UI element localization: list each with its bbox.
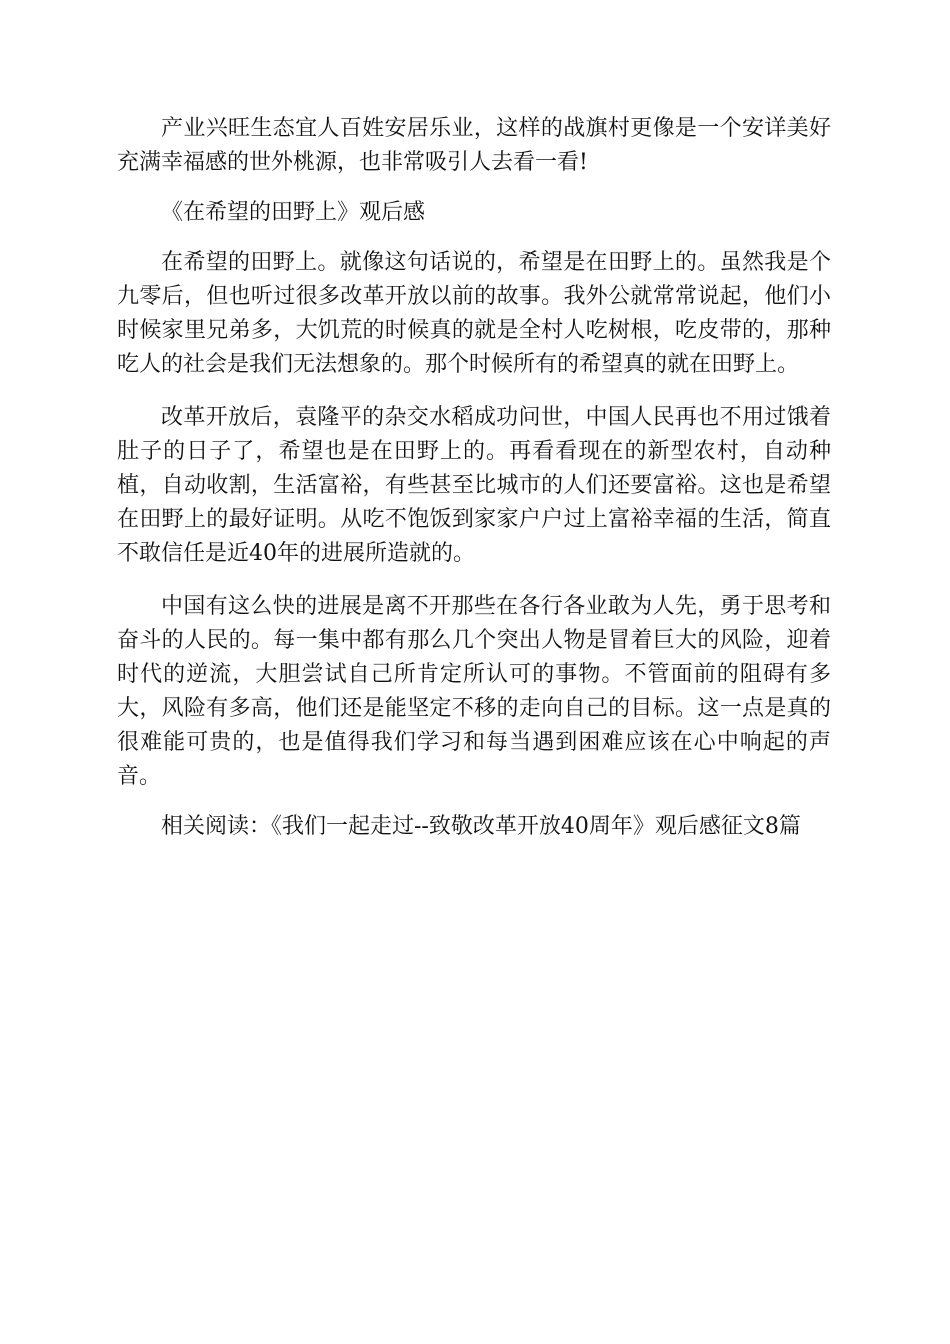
paragraph-3: 中国有这么快的进展是离不开那些在各行各业敢为人先，勇于思考和奋斗的人民的。每一集中都有那么几个突出人物是冒着巨大的风险，迎着时代的逆流，大胆尝试自己所肯定所认可的事物。不管面前的阻碍有多大，风险有多高，他们还是能坚定不移的走向自己的目标。这一点是真的很难能可贵的，也是值得我们学习和每当遇到困难应该在心中响起的声音。 xyxy=(117,594,831,789)
article-title: 《在希望的田野上》观后感 xyxy=(161,200,426,225)
document-body xyxy=(117,112,831,844)
paragraph-intro: 产业兴旺生态宜人百姓安居乐业，这样的战旗村更像是一个安详美好充满幸福感的世外桃源，也非常吸引人去看一看! xyxy=(117,116,831,175)
related-reading: 相关阅读：《我们一起走过--致敬改革开放40周年》观后感征文8篇 xyxy=(161,814,801,839)
paragraph-1: 在希望的田野上。就像这句话说的，希望是在田野上的。虽然我是个九零后，但也听过很多改革开放以前的故事。我外公就常常说起，他们小时候家里兄弟多，大饥荒的时候真的就是全村人吃树根，吃皮带的，那种吃人的社会是我们无法想象的。那个时候所有的希望真的就在田野上。 xyxy=(117,250,831,377)
paragraph-2: 改革开放后，袁隆平的杂交水稻成功问世，中国人民再也不用过饿着肚子的日子了，希望也是在田野上的。再看看现在的新型农村，自动种植，自动收割，生活富裕，有些甚至比城市的人们还要富裕。这也是希望在田野上的最好证明。从吃不饱饭到家家户户过上富裕幸福的生活，简直不敢信任是近40年的进展所造就的。 xyxy=(117,405,831,566)
